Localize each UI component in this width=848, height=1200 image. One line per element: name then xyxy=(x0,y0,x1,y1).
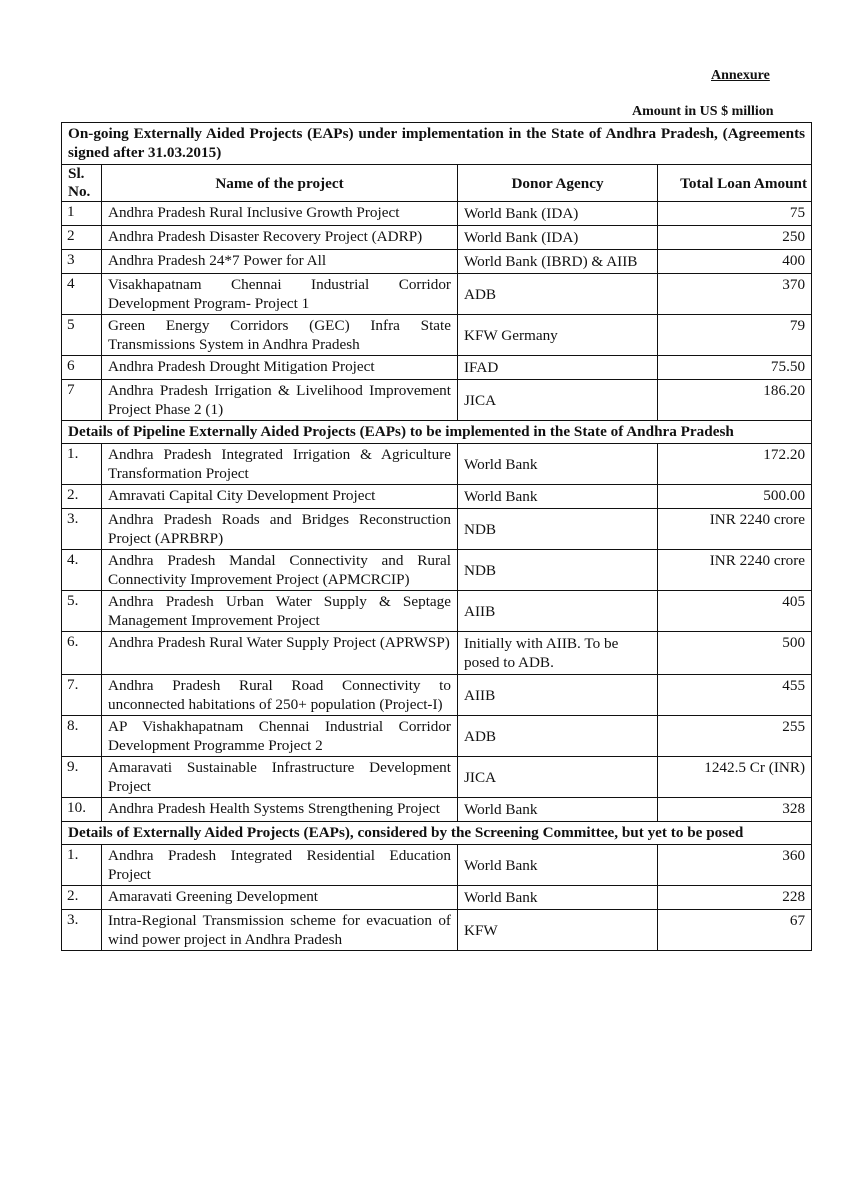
row-loan-amount: INR 2240 crore xyxy=(658,550,812,591)
row-loan-amount: 400 xyxy=(658,250,812,274)
row-serial-number: 5 xyxy=(62,315,102,356)
row-donor-agency: World Bank (IDA) xyxy=(458,202,658,226)
table-row xyxy=(62,798,812,822)
row-donor-agency: NDB xyxy=(458,509,658,550)
row-serial-number: 3 xyxy=(62,250,102,274)
row-loan-amount: 370 xyxy=(658,274,812,315)
table-row xyxy=(62,910,812,951)
table-row xyxy=(62,226,812,250)
row-serial-number: 9. xyxy=(62,757,102,798)
row-project-name: Andhra Pradesh Rural Water Supply Project (APRWSP) xyxy=(102,632,458,675)
row-donor-agency: World Bank xyxy=(458,798,658,822)
row-loan-amount: 500 xyxy=(658,632,812,675)
column-header-row xyxy=(62,165,812,202)
amount-unit-note: Amount in US $ million xyxy=(632,104,774,119)
table-row xyxy=(62,485,812,509)
row-loan-amount: 228 xyxy=(658,886,812,910)
row-loan-amount: 455 xyxy=(658,675,812,716)
section-title: On-going Externally Aided Projects (EAPs) under implementation in the State of Andhra Pradesh, (Agreements signed after 31.03.2015) xyxy=(62,123,812,165)
row-loan-amount: 172.20 xyxy=(658,444,812,485)
row-loan-amount: 500.00 xyxy=(658,485,812,509)
row-serial-number: 2. xyxy=(62,485,102,509)
table-row xyxy=(62,632,812,675)
row-project-name: Andhra Pradesh Urban Water Supply & Septage Management Improvement Project xyxy=(102,591,458,632)
row-loan-amount: 67 xyxy=(658,910,812,951)
column-header-agency: Donor Agency xyxy=(458,165,658,202)
row-project-name: Andhra Pradesh Roads and Bridges Reconstruction Project (APRBRP) xyxy=(102,509,458,550)
projects-table-body xyxy=(62,123,812,951)
table-row xyxy=(62,591,812,632)
section-header-row xyxy=(62,822,812,845)
row-donor-agency: NDB xyxy=(458,550,658,591)
row-loan-amount: 1242.5 Cr (INR) xyxy=(658,757,812,798)
row-loan-amount: 186.20 xyxy=(658,380,812,421)
row-loan-amount: 405 xyxy=(658,591,812,632)
row-project-name: Andhra Pradesh Rural Road Connectivity to unconnected habitations of 250+ population (Project-I) xyxy=(102,675,458,716)
section-title: Details of Externally Aided Projects (EAPs), considered by the Screening Committee, but yet to be posed xyxy=(62,822,812,845)
row-project-name: Amaravati Sustainable Infrastructure Development Project xyxy=(102,757,458,798)
row-serial-number: 1. xyxy=(62,444,102,485)
row-donor-agency: ADB xyxy=(458,274,658,315)
row-serial-number: 6 xyxy=(62,356,102,380)
row-project-name: Andhra Pradesh Rural Inclusive Growth Project xyxy=(102,202,458,226)
row-serial-number: 2 xyxy=(62,226,102,250)
row-serial-number: 7 xyxy=(62,380,102,421)
row-donor-agency: AIIB xyxy=(458,591,658,632)
row-project-name: Andhra Pradesh Irrigation & Livelihood Improvement Project Phase 2 (1) xyxy=(102,380,458,421)
table-row xyxy=(62,250,812,274)
row-serial-number: 4 xyxy=(62,274,102,315)
row-donor-agency: ADB xyxy=(458,716,658,757)
table-row xyxy=(62,356,812,380)
section-header-row xyxy=(62,421,812,444)
table-row xyxy=(62,845,812,886)
row-project-name: Andhra Pradesh 24*7 Power for All xyxy=(102,250,458,274)
row-project-name: Andhra Pradesh Drought Mitigation Project xyxy=(102,356,458,380)
table-row xyxy=(62,716,812,757)
row-loan-amount: 75.50 xyxy=(658,356,812,380)
row-project-name: AP Vishakhapatnam Chennai Industrial Corridor Development Programme Project 2 xyxy=(102,716,458,757)
row-serial-number: 7. xyxy=(62,675,102,716)
row-loan-amount: 328 xyxy=(658,798,812,822)
row-loan-amount: 79 xyxy=(658,315,812,356)
table-row xyxy=(62,550,812,591)
row-serial-number: 5. xyxy=(62,591,102,632)
row-serial-number: 10. xyxy=(62,798,102,822)
table-row xyxy=(62,274,812,315)
table-row xyxy=(62,757,812,798)
row-serial-number: 8. xyxy=(62,716,102,757)
row-serial-number: 2. xyxy=(62,886,102,910)
column-header-sl: Sl. No. xyxy=(62,165,102,202)
row-project-name: Andhra Pradesh Mandal Connectivity and Rural Connectivity Improvement Project (APMCRCIP) xyxy=(102,550,458,591)
row-donor-agency: World Bank xyxy=(458,485,658,509)
annexure-heading: Annexure xyxy=(711,68,770,83)
table-row xyxy=(62,886,812,910)
row-donor-agency: World Bank xyxy=(458,444,658,485)
row-project-name: Andhra Pradesh Disaster Recovery Project (ADRP) xyxy=(102,226,458,250)
table-row xyxy=(62,509,812,550)
section-header-row xyxy=(62,123,812,165)
row-donor-agency: KFW xyxy=(458,910,658,951)
row-project-name: Amaravati Greening Development xyxy=(102,886,458,910)
table-row xyxy=(62,444,812,485)
row-loan-amount: 250 xyxy=(658,226,812,250)
row-project-name: Andhra Pradesh Integrated Residential Education Project xyxy=(102,845,458,886)
row-donor-agency: KFW Germany xyxy=(458,315,658,356)
row-donor-agency: JICA xyxy=(458,757,658,798)
section-title: Details of Pipeline Externally Aided Projects (EAPs) to be implemented in the State of Andhra Pradesh xyxy=(62,421,812,444)
row-donor-agency: World Bank xyxy=(458,845,658,886)
row-project-name: Amravati Capital City Development Project xyxy=(102,485,458,509)
column-header-name: Name of the project xyxy=(102,165,458,202)
row-loan-amount: 75 xyxy=(658,202,812,226)
row-donor-agency: Initially with AIIB. To be posed to ADB. xyxy=(458,632,658,675)
row-project-name: Green Energy Corridors (GEC) Infra State Transmissions System in Andhra Pradesh xyxy=(102,315,458,356)
column-header-amount: Total Loan Amount xyxy=(658,165,812,202)
row-donor-agency: World Bank (IDA) xyxy=(458,226,658,250)
row-serial-number: 1. xyxy=(62,845,102,886)
row-project-name: Intra-Regional Transmission scheme for evacuation of wind power project in Andhra Pradesh xyxy=(102,910,458,951)
row-loan-amount: INR 2240 crore xyxy=(658,509,812,550)
row-donor-agency: JICA xyxy=(458,380,658,421)
table-row xyxy=(62,675,812,716)
table-row xyxy=(62,202,812,226)
row-serial-number: 4. xyxy=(62,550,102,591)
row-serial-number: 3. xyxy=(62,910,102,951)
table-row xyxy=(62,380,812,421)
row-loan-amount: 255 xyxy=(658,716,812,757)
row-donor-agency: IFAD xyxy=(458,356,658,380)
row-loan-amount: 360 xyxy=(658,845,812,886)
row-donor-agency: World Bank xyxy=(458,886,658,910)
row-serial-number: 3. xyxy=(62,509,102,550)
row-serial-number: 1 xyxy=(62,202,102,226)
row-project-name: Andhra Pradesh Health Systems Strengthening Project xyxy=(102,798,458,822)
table-row xyxy=(62,315,812,356)
projects-table xyxy=(61,122,812,951)
row-donor-agency: AIIB xyxy=(458,675,658,716)
row-project-name: Visakhapatnam Chennai Industrial Corridor Development Program- Project 1 xyxy=(102,274,458,315)
row-donor-agency: World Bank (IBRD) & AIIB xyxy=(458,250,658,274)
row-serial-number: 6. xyxy=(62,632,102,675)
row-project-name: Andhra Pradesh Integrated Irrigation & Agriculture Transformation Project xyxy=(102,444,458,485)
